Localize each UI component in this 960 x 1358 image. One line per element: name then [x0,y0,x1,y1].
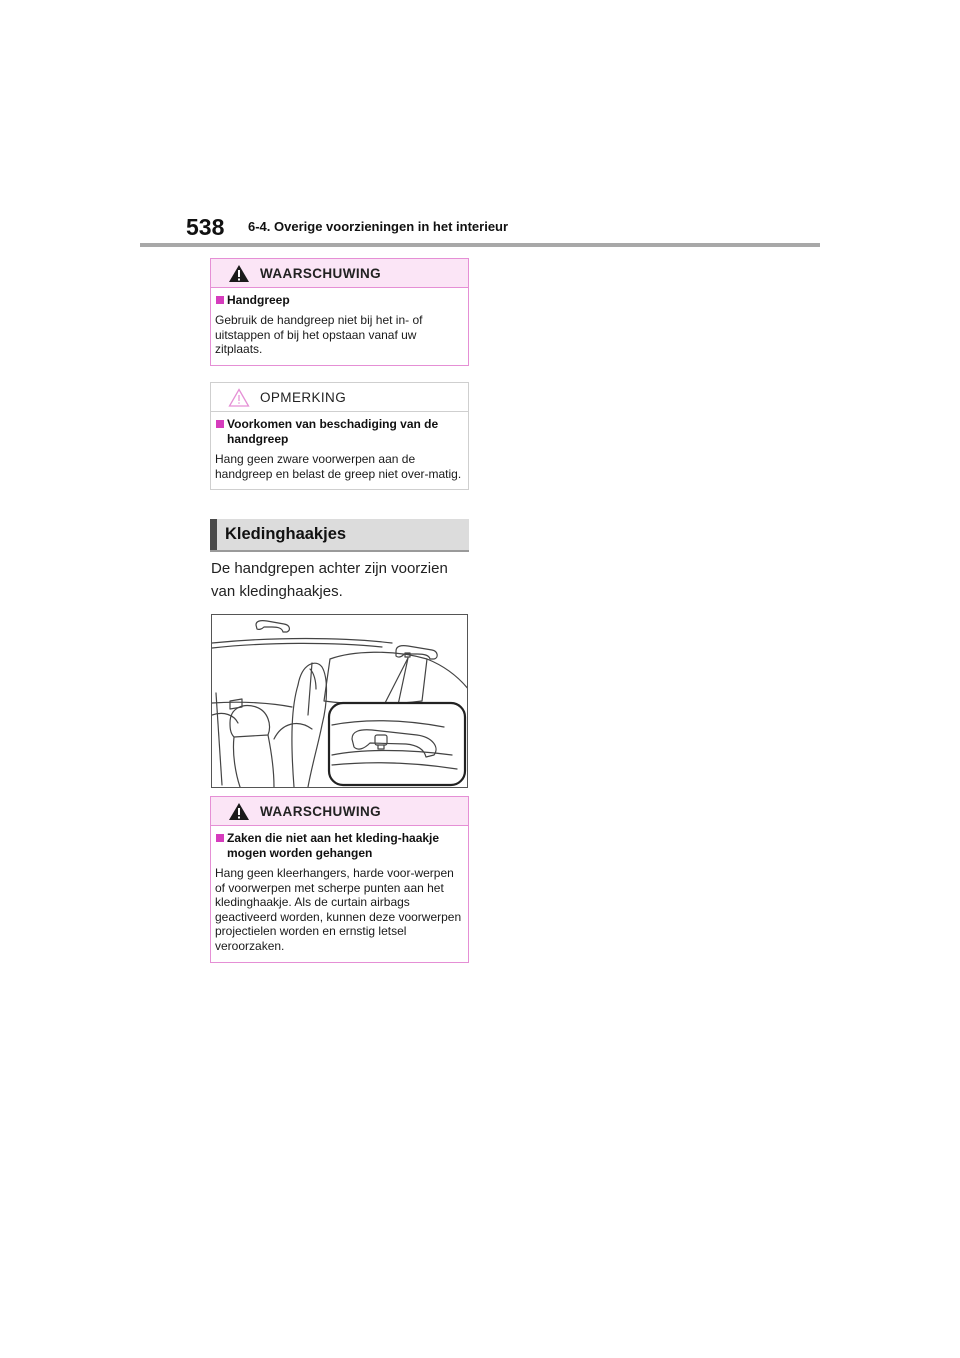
note-item-title [215,417,462,447]
warning-item-title-text: Handgreep [227,293,290,307]
note-box-label: OPMERKING [260,390,347,405]
section-heading-text: Kledinghaakjes [225,525,347,543]
warning-box-handgreep [210,258,469,366]
heading-bar [210,519,217,550]
warning-box-header [211,259,468,288]
section-title: 6-4. Overige voorzieningen in het interieur [248,219,509,234]
square-bullet-icon [216,296,224,304]
warning-item-title [215,293,462,308]
note-box-body [211,412,468,489]
warning-triangle-icon [228,264,250,283]
warning-triangle-icon [228,802,250,821]
warning-box-body [211,288,468,365]
note-item-text: Hang geen zware voorwerpen aan de handgreep en belast de greep niet over-matig. [215,452,462,481]
warning-box-label: WAARSCHUWING [260,266,382,281]
coat-hook-drawing [212,615,468,788]
warning-box-header [211,797,468,826]
note-item-title-text: Voorkomen van beschadiging van de handgreep [227,417,439,446]
illustration-coat-hook [211,614,468,788]
caution-triangle-outline-icon [228,388,250,407]
square-bullet-icon [216,834,224,842]
page-number: 538 [186,214,225,240]
warning-box-body [211,826,468,962]
note-box-handgreep [210,382,469,490]
note-box-header [211,383,468,412]
section-heading-kledinghaakjes [210,519,469,552]
warning-item-text: Gebruik de handgreep niet bij het in- of uitstappen of bij het opstaan vanaf uw zitplaats. [215,313,423,357]
intro-text: De handgrepen achter zijn voorzien van kledinghaakjes. [211,560,448,600]
square-bullet-icon [216,420,224,428]
warning-box-label: WAARSCHUWING [260,804,382,819]
warning-item-text: Hang geen kleerhangers, harde voor-werpen of voorwerpen met scherpe punten aan het kledinghaakje. Als de curtain airbags geactiveerd worden, kunnen deze voorwerpen projectielen worden en ernstig letsel veroorzaken. [215,866,462,953]
header-rule [140,243,820,247]
warning-item-title-text: Zaken die niet aan het kleding-haakje mogen worden gehangen [227,831,440,860]
warning-item-title [215,831,462,861]
warning-box-kledinghaakje [210,796,469,963]
